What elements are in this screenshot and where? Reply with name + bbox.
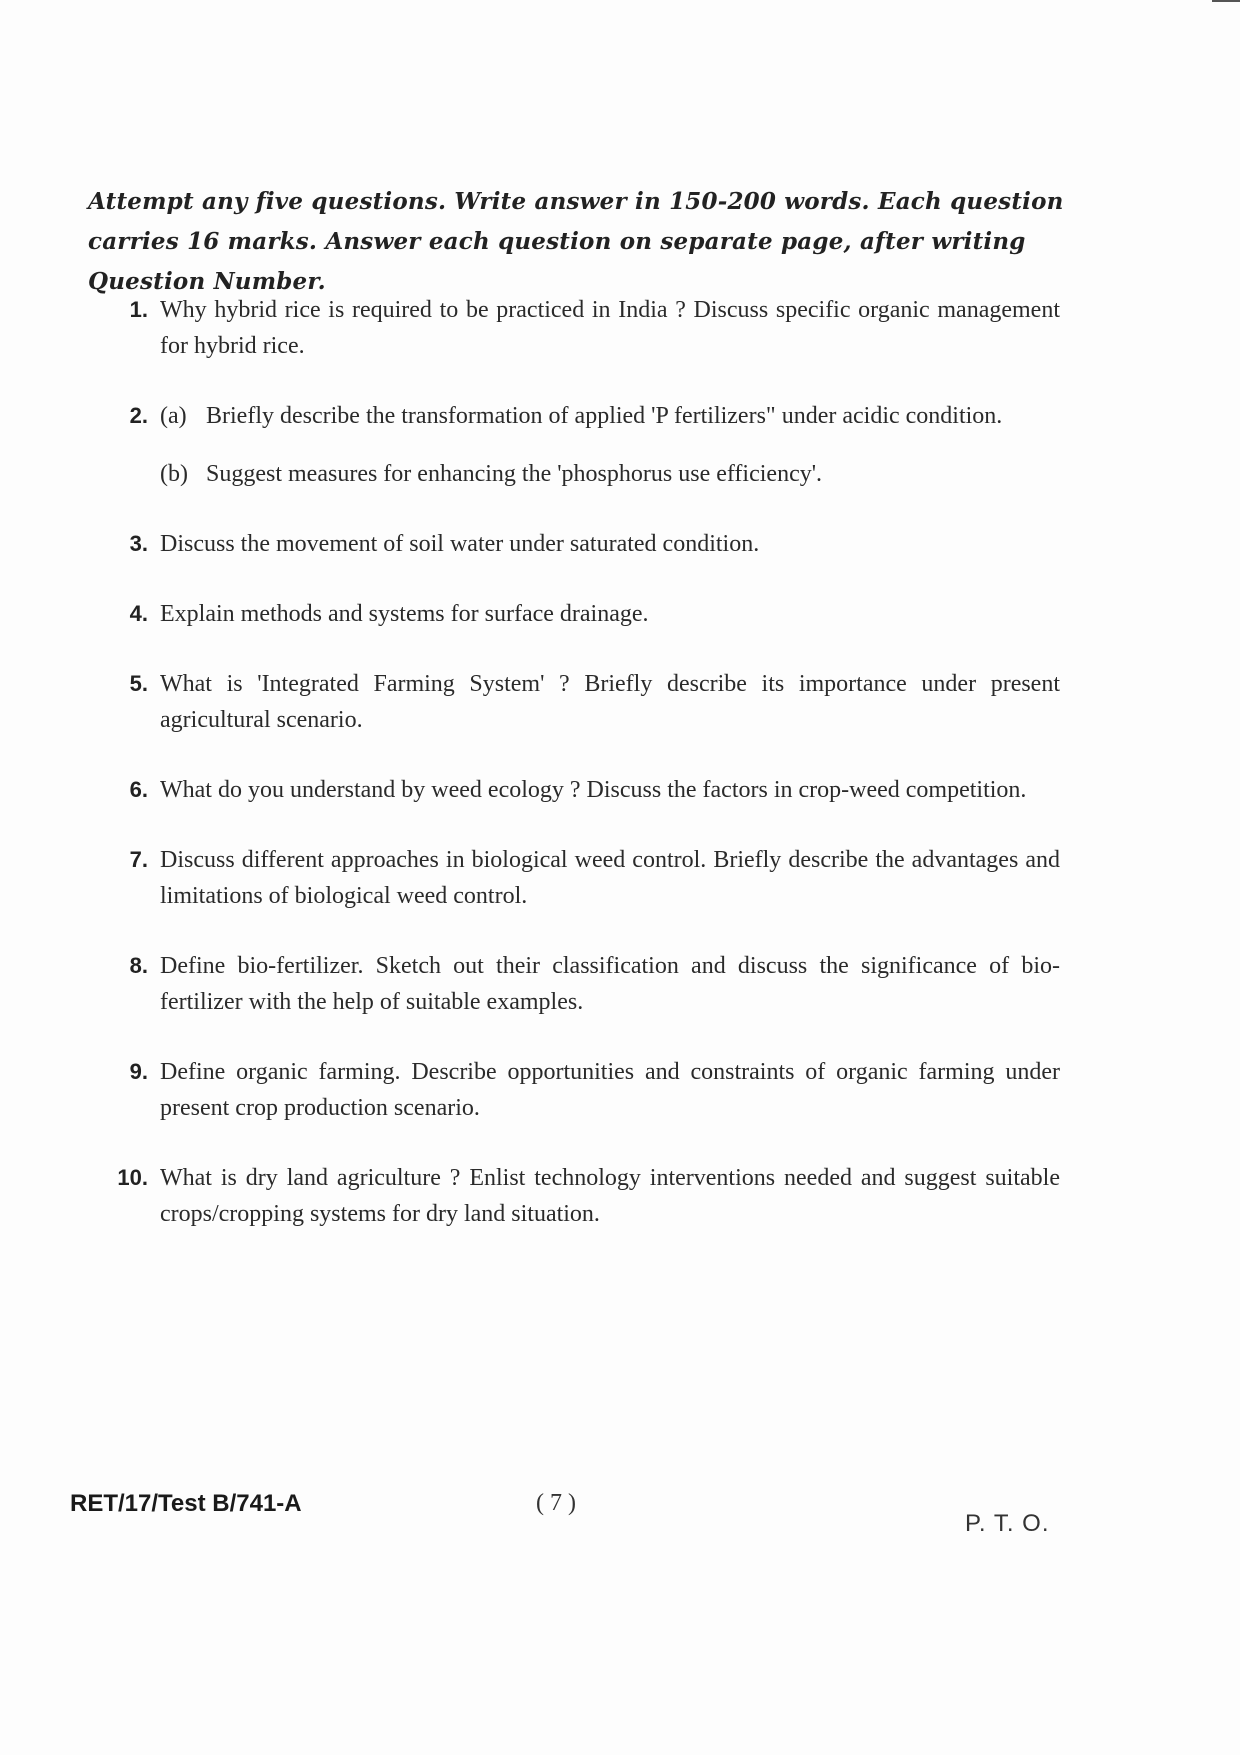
question-1 xyxy=(100,292,1060,364)
question-7 xyxy=(100,842,1060,914)
part-label: (b) xyxy=(160,461,188,487)
question-8 xyxy=(100,948,1060,1020)
question-part-b xyxy=(160,456,1060,492)
part-text: Suggest measures for enhancing the 'phosphorus use efficiency'. xyxy=(206,461,823,487)
question-5 xyxy=(100,666,1060,738)
question-text: What do you understand by weed ecology ? Discuss the factors in crop-weed competition. xyxy=(160,777,1027,803)
question-number: 2. xyxy=(129,403,148,428)
question-number: 1. xyxy=(129,297,148,322)
question-text: Discuss different approaches in biological weed control. Briefly describe the advantages and limitations of biological weed control. xyxy=(160,847,1060,909)
question-number: 8. xyxy=(129,953,148,978)
question-9 xyxy=(100,1054,1060,1126)
question-10 xyxy=(100,1160,1060,1232)
question-number: 3. xyxy=(129,531,148,556)
question-6 xyxy=(100,772,1060,808)
question-text: Why hybrid rice is required to be practiced in India ? Discuss specific organic management for hybrid rice. xyxy=(160,297,1060,359)
question-text: Discuss the movement of soil water under saturated condition. xyxy=(160,531,760,557)
question-number: 7. xyxy=(129,847,148,872)
scan-corner-mark xyxy=(1212,0,1240,10)
paper-code: RET/17/Test B/741-A xyxy=(70,1490,302,1517)
question-number: 4. xyxy=(129,601,148,626)
please-turn-over: P. T. O. xyxy=(965,1510,1050,1537)
question-2 xyxy=(100,398,1060,492)
question-text: What is 'Integrated Farming System' ? Briefly describe its importance under present agricultural scenario. xyxy=(160,671,1060,733)
question-3 xyxy=(100,526,1060,562)
question-list xyxy=(100,292,1060,1232)
question-number: 5. xyxy=(129,671,148,696)
question-text: Define bio-fertilizer. Sketch out their classification and discuss the significance of bio-fertilizer with the help of suitable examples. xyxy=(160,953,1060,1015)
part-label: (a) xyxy=(160,403,187,429)
question-part-a xyxy=(160,398,1060,434)
question-number: 10. xyxy=(117,1165,148,1190)
part-text: Briefly describe the transformation of applied 'P fertilizers" under acidic condition. xyxy=(206,403,1003,429)
question-number: 6. xyxy=(129,777,148,802)
page-number: ( 7 ) xyxy=(536,1490,576,1516)
question-text: What is dry land agriculture ? Enlist technology interventions needed and suggest suitable crops/cropping systems for dry land situation. xyxy=(160,1165,1060,1227)
question-4 xyxy=(100,596,1060,632)
question-number: 9. xyxy=(129,1059,148,1084)
question-text: Explain methods and systems for surface drainage. xyxy=(160,601,649,627)
instructions: Attempt any five questions. Write answer in 150-200 words. Each question carries 16 marks. Answer each question on separate page, after writing Question Number. xyxy=(88,188,1064,295)
question-text: Define organic farming. Describe opportunities and constraints of organic farming under present crop production scenario. xyxy=(160,1059,1060,1121)
